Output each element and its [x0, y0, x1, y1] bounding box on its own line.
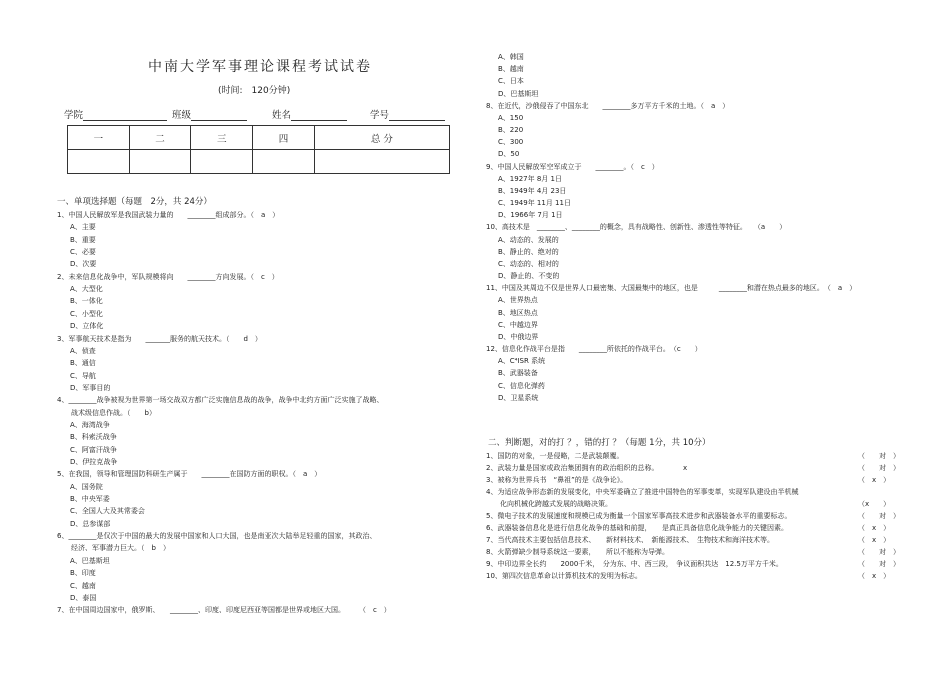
- choice-option: D、次要: [70, 260, 97, 269]
- choice-option: C、1949年 11月 11日: [498, 199, 571, 208]
- question-text: 战术级信息作战。（ b）: [57, 408, 156, 417]
- choice-option: B、静止的、绝对的: [498, 247, 559, 256]
- choice-option: C、信息化弹药: [498, 381, 545, 390]
- choice-option: C、动态的、相对的: [498, 259, 559, 268]
- section1-heading: 一、单项选择题（每题 2分，共 24分）: [57, 197, 212, 207]
- judgement-question: 1、国防的对象，一是侵略，二是武装颠覆。: [486, 452, 624, 460]
- field-college-label: 学院: [64, 110, 84, 121]
- field-college: [64, 107, 167, 121]
- judgement-question: 10、第四次信息革命以计算机技术的发明为标志。: [486, 572, 642, 580]
- judgement-answer: （ 对 ）: [858, 464, 900, 472]
- choice-option: C、300: [498, 138, 524, 147]
- choice-option: B、武器装备: [498, 369, 538, 378]
- choice-option: D、中俄边界: [498, 332, 539, 341]
- score-cell: [68, 150, 130, 174]
- choice-option: A、动态的、发展的: [498, 235, 559, 244]
- choice-option: A、世界热点: [498, 296, 538, 305]
- question-text: 11、中国及其周边不仅是世界人口最密集、大国最集中的地区，也是 ________和潜在热点最多的地区。 （ a ）: [486, 284, 857, 293]
- question-text: 4、________战争被视为世界第一场交战双方都广泛实施信息战的战争，战争中北约方面广泛实施了战略、: [57, 396, 384, 405]
- score-header: 三: [191, 126, 253, 150]
- question-text: 2、未来信息化战争中，军队规模将向 ________方向发展。（ c ）: [57, 272, 279, 281]
- choice-option: A、巴基斯坦: [70, 556, 110, 565]
- choice-option: C、中越边界: [498, 320, 538, 329]
- judgement-question: 9、中印边界全长约 2000千米， 分为东、中、西三段， 争议面积共达 12.5万平方千米。: [486, 560, 783, 568]
- judgement-question: 3、被称为世界兵书 “鼻祖”的是《战争论》。: [486, 476, 628, 484]
- judgement-answer: （ x ）: [858, 476, 891, 484]
- field-student-id: [370, 107, 445, 121]
- choice-option: B、越南: [498, 65, 524, 74]
- score-header: 四: [253, 126, 315, 150]
- question-text: 6、________是仅次于中国的最大的发展中国家和人口大国，也是南亚次大陆举足轻重的国家，其政治、: [57, 532, 377, 541]
- choice-option: C、越南: [70, 581, 96, 590]
- score-header: 总 分: [314, 126, 449, 150]
- choice-option: B、通信: [70, 359, 96, 368]
- judgement-answer: （ x ）: [858, 524, 891, 532]
- choice-option: B、印度: [70, 569, 96, 578]
- judgement-answer: （x ）: [858, 500, 891, 508]
- choice-option: A、C⁴ISR 系统: [498, 357, 546, 366]
- choice-option: D、静止的、不变的: [498, 272, 560, 281]
- judgement-question: 6、武器装备信息化是进行信息化战争的基础和前提， 是真正具备信息化战争能力的关键因素。: [486, 524, 788, 532]
- judgement-question: 2、武装力量是国家或政治集团拥有的政治组织的总称。 x: [486, 464, 688, 472]
- judgement-question: 4、为适应战争形态新的发展变化，中央军委确立了推进中国特色的军事变革，实现军队建设由半机械: [486, 488, 799, 496]
- choice-option: D、卫星系统: [498, 393, 539, 402]
- score-header: 一: [68, 126, 130, 150]
- judgement-answer: （ 对 ）: [858, 512, 900, 520]
- choice-option: B、地区热点: [498, 308, 538, 317]
- choice-option: B、1949年 4月 23日: [498, 186, 567, 195]
- question-text: 经济、军事潜力巨大。（ b ）: [57, 544, 170, 553]
- judgement-answer: （ 对 ）: [858, 548, 900, 556]
- choice-option: A、主要: [70, 223, 96, 232]
- score-header-row: [68, 126, 450, 150]
- choice-option: D、泰国: [70, 593, 97, 602]
- choice-option: A、侦查: [70, 346, 96, 355]
- judgement-answer: （ x ）: [858, 572, 891, 580]
- judgement-question: 化向机械化跨越式发展的战略决策。: [486, 500, 612, 508]
- question-text: 12、信息化作战平台是指 ________所依托的作战平台。 （c ）: [486, 345, 702, 354]
- choice-option: B、科索沃战争: [70, 433, 117, 442]
- question-text: 1、中国人民解放军是我国武装力量的 ________组成部分。（ a ）: [57, 211, 280, 219]
- score-table: [67, 125, 450, 174]
- question-text: 3、军事航天技术是指为 _______服务的航天技术。（ d ）: [57, 334, 262, 343]
- choice-option: C、全国人大及其常委会: [70, 507, 145, 516]
- choice-option: D、50: [498, 150, 520, 159]
- judgement-answer: （ 对 ）: [858, 560, 900, 568]
- field-name-label: 姓名: [272, 110, 292, 121]
- question-text: 10、高技术是 ________、________的概念，具有战略性、创新性、渗透性等特征。 （a ）: [486, 223, 787, 232]
- choice-option: D、1966年 7月 1日: [498, 211, 563, 220]
- choice-option: B、中央军委: [70, 495, 110, 504]
- choice-option: C、导航: [70, 371, 96, 380]
- field-name: [272, 107, 347, 121]
- judgement-question: 7、当代高技术主要包括信息技术、 新材料技术、 新能源技术、 生物技术和海洋技术等。: [486, 536, 774, 544]
- choice-option: B、重要: [70, 235, 96, 244]
- choice-option: A、国务院: [70, 482, 103, 491]
- choice-option: A、150: [498, 113, 524, 122]
- choice-option: B、一体化: [70, 297, 103, 306]
- score-value-row: [68, 150, 450, 174]
- question-text: 8、在近代，沙俄侵吞了中国东北 ________多万平方千米的土地。（ a ）: [486, 101, 730, 110]
- field-student-id-label: 学号: [370, 110, 390, 121]
- score-cell: [314, 150, 449, 174]
- score-header: 二: [129, 126, 191, 150]
- choice-option: D、伊拉克战争: [70, 458, 118, 466]
- field-class: [172, 107, 247, 121]
- score-cell: [253, 150, 315, 174]
- judgement-answer: （ 对 ）: [858, 452, 900, 460]
- choice-option: C、必要: [70, 248, 96, 257]
- page-title: 中南大学军事理论课程考试试卷: [148, 59, 372, 75]
- judgement-answer: （ x ）: [858, 536, 891, 544]
- judgement-question: 8、火箭弹缺少制导系统这一要素， 所以不能称为导弹。: [486, 548, 669, 556]
- choice-option: A、大型化: [70, 285, 103, 294]
- judgement-question: 5、微电子技术的发展速度和规模已成为衡量一个国家军事高技术进步和武器装备水平的重要标志。: [486, 512, 792, 520]
- choice-option: A、海湾战争: [70, 420, 110, 429]
- question-text: 5、在我国，领导和管理国防科研生产属于 ________在国防方面的职权。（ a ）: [57, 470, 322, 479]
- field-class-label: 班级: [172, 110, 192, 121]
- choice-option: C、小型化: [70, 309, 103, 318]
- exam-time: (时间: 120分钟): [218, 86, 291, 96]
- question-text: 7、在中国周边国家中，俄罗斯、 ________、印度、印度尼西亚等国都是世界或地区大国。 （ c ）: [57, 606, 391, 615]
- choice-option: A、韩国: [498, 53, 524, 61]
- choice-option: C、阿富汗战争: [70, 445, 117, 454]
- choice-option: D、军事目的: [70, 383, 111, 392]
- choice-option: D、总参谋部: [70, 519, 111, 528]
- choice-option: B、220: [498, 126, 524, 135]
- score-cell: [129, 150, 191, 174]
- section2-heading: 二、判断题，对的打 ？，错的打 ？（每题 1分，共 10分）: [488, 438, 711, 448]
- choice-option: D、巴基斯坦: [498, 89, 539, 98]
- question-text: 9、中国人民解放军空军成立于 ________。（ c ）: [486, 162, 659, 171]
- choice-option: C、日本: [498, 77, 524, 86]
- choice-option: A、1927年 8月 1日: [498, 174, 562, 183]
- score-cell: [191, 150, 253, 174]
- choice-option: D、立体化: [70, 322, 104, 331]
